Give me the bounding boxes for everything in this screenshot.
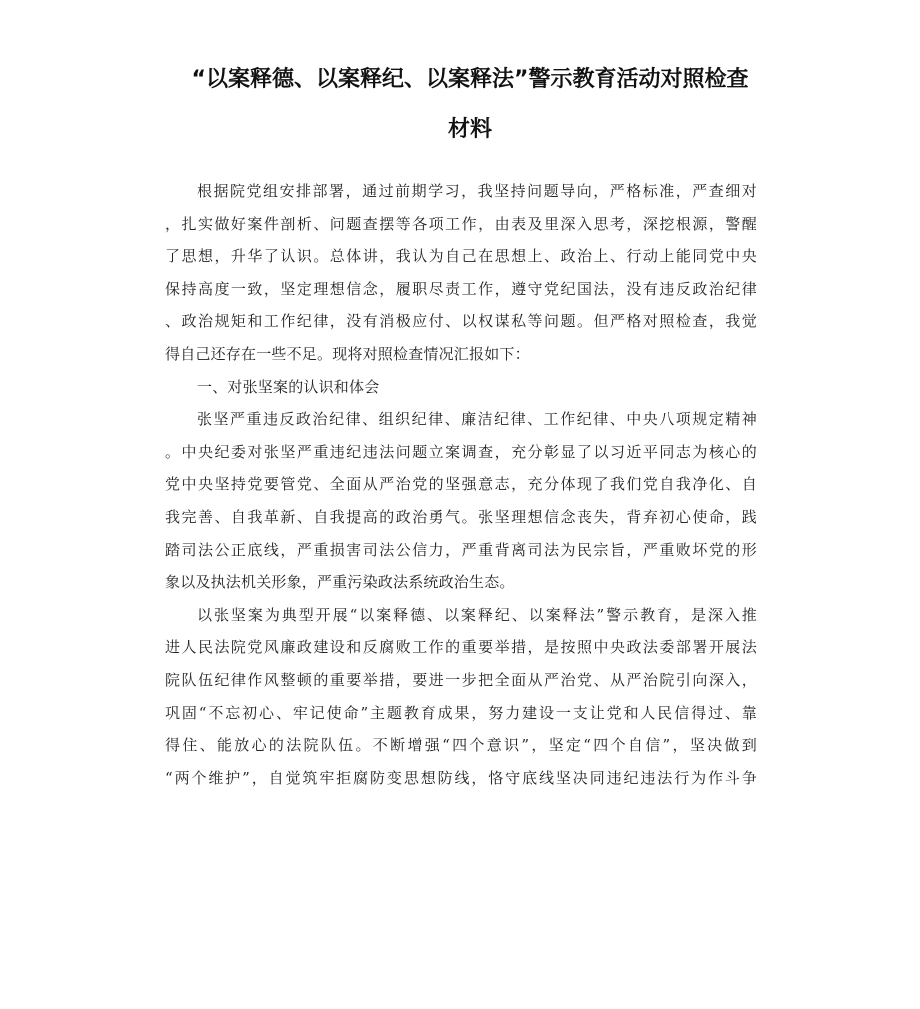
paragraph-3-line-4: 巩固“不忘初心、牢记使命”主题教育成果，努力建设一支让党和人民信得过、靠 [165,703,757,722]
paragraph-3-line-6: “两个维护”，自觉筑牢拒腐防变思想防线，恪守底线坚决同违纪违法行为作斗争 [165,768,757,787]
paragraph-1-line-5: 、政治规矩和工作纪律，没有消极应付、以权谋私等问题。但严格对照检查，我觉 [165,312,757,331]
section-heading: 一、对张坚案的认识和体会 [197,377,380,396]
paragraph-2-line-6: 象以及执法机关形象，严重污染政法系统政治生态。 [165,573,515,592]
paragraph-1-line-4: 保持高度一致，坚定理想信念，履职尽责工作，遵守党纪国法，没有违反政治纪律 [165,279,757,298]
paragraph-3-line-5: 得住、能放心的法院队伍。不断增强“四个意识”，坚定“四个自信”，坚决做到 [165,736,757,755]
title-line-2: 材料 [447,117,492,142]
paragraph-3-line-2: 进人民法院党风廉政建设和反腐败工作的重要举措，是按照中央政法委部署开展法 [165,638,757,657]
paragraph-2-line-3: 党中央坚持党要管党、全面从严治党的坚强意志，充分体现了我们党自我净化、自 [165,475,757,494]
paragraph-1-line-6: 得自己还存在一些不足。现将对照检查情况汇报如下： [165,345,530,363]
document-title [165,55,775,155]
paragraph-1-line-3: 了思想，升华了认识。总体讲，我认为自己在思想上、政治上、行动上能同党中央 [165,247,757,266]
paragraph-3-line-1: 以张坚案为典型开展“以案释德、以案释纪、以案释法”警示教育，是深入推 [197,605,757,624]
paragraph-2-line-1: 张坚严重违反政治纪律、组织纪律、廉洁纪律、工作纪律、中央八项规定精神 [197,410,757,429]
paragraph-2-line-2: 。中央纪委对张坚严重违纪违法问题立案调查，充分彰显了以习近平同志为核心的 [165,442,757,461]
paragraph-1-line-1: 根据院党组安排部署，通过前期学习，我坚持问题导向，严格标准，严查细对 [197,182,757,200]
title-line-1: “以案释德、以案释纪、以案释法”警示教育活动对照检查 [191,67,749,92]
paragraph-1-line-2: ，扎实做好案件剖析、问题查摆等各项工作，由表及里深入思考，深挖根源，警醒 [165,214,757,233]
paragraph-3-line-3: 院队伍纪律作风整顿的重要举措，要进一步把全面从严治党、从严治院引向深入， [165,671,757,689]
paragraph-2-line-4: 我完善、自我革新、自我提高的政治勇气。张坚理想信念丧失，背弃初心使命，践 [165,508,757,526]
paragraph-2-line-5: 踏司法公正底线，严重损害司法公信力，严重背离司法为民宗旨，严重败坏党的形 [165,540,757,559]
